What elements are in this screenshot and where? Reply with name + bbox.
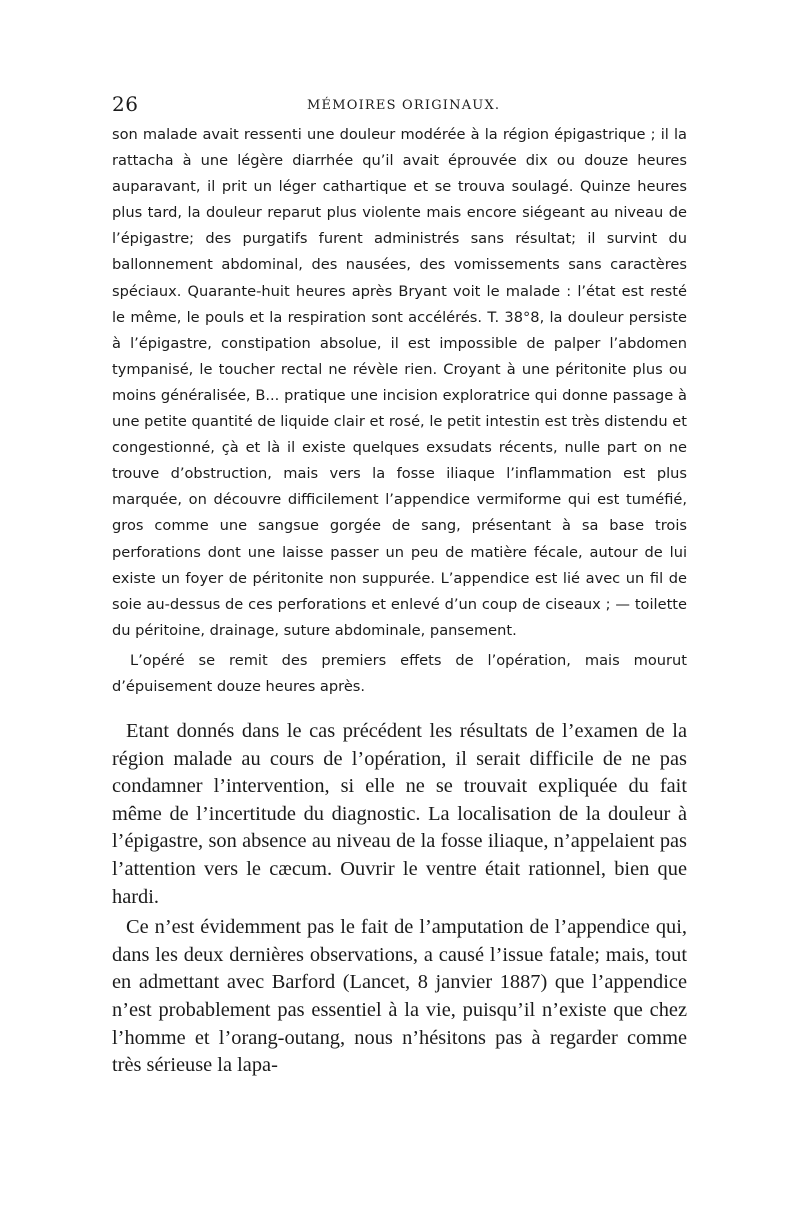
discussion-paragraph-2: Ce n’est évidemment pas le fait de l’amputation de l’appendice qui, dans les deux dernières observations, a causé l’issue fatale; mais, tout en admettant avec Barford (Lancet, 8 janvier 1887) que l’appendice n’est probablement pas essentiel à la vie, puisqu’il n’existe que chez l’homme et l’orang-outang, nous n’hésitons pas à regarder comme très sérieuse la lapa- [112, 916, 687, 1077]
running-title: MÉMOIRES ORIGINAUX. [307, 98, 501, 113]
case-report-paragraph: son malade avait ressenti une douleur modérée à la région épigastrique ; il la rattacha à une légère diarrhée qu’il avait éprouvée dix ou douze heures auparavant, il prit un léger cathartique et se trouva soulagé. Quinze heures plus tard, la douleur reparut plus violente mais encore siégeant au niveau de l’épigastre; des purgatifs furent administrés sans résultat; il survint du ballonnement abdominal, des nausées, des vomissements sans caractères spéciaux. Quarante-huit heures après Bryant voit le malade : l’état est resté le même, le pouls et la respiration sont accélérés. T. 38°8, la douleur persiste à l’épigastre, constipation absolue, il est impossible de palper l’abdomen tympanisé, le toucher rectal ne révèle rien. Croyant à une péritonite plus ou moins généralisée, B... pratique une incision exploratrice qui donne passage à une petite quantité de liquide clair et rosé, le petit intestin est très distendu et congestionné, çà et là il existe quelques exsudats récents, nulle part on ne trouve d’obstruction, mais vers la fosse iliaque l’inflammation est plus marquée, on découvre difficilement l’appendice vermiforme qui est tuméfié, gros comme une sangsue gorgée de sang, présentant à sa base trois perforations dont une laisse passer un peu de matière fécale, autour de lui existe un foyer de péritonite non suppurée. L’appendice est lié avec un fil de soie au-dessus de ces perforations et enlevé d’un coup de ciseaux ; — toilette du péritoine, drainage, suture abdominale, pansement. [112, 126, 687, 639]
running-head [112, 92, 687, 122]
book-page [112, 92, 687, 1080]
page-number: 26 [112, 92, 139, 116]
discussion-paragraph-1: Etant donnés dans le cas précédent les résultats de l’examen de la région malade au cours de l’opération, il serait difficile de ne pas condamner l’intervention, si elle ne se trouvait expliquée du fait même de l’incertitude du diagnostic. La localisation de la douleur à l’épigastre, son absence au niveau de la fosse iliaque, n’appelaient pas l’attention vers le cæcum. Ouvrir le ventre était rationnel, bien que hardi. [112, 720, 687, 908]
outcome-paragraph: L’opéré se remit des premiers effets de l’opération, mais mourut d’épuisement douze heures après. [112, 651, 687, 695]
